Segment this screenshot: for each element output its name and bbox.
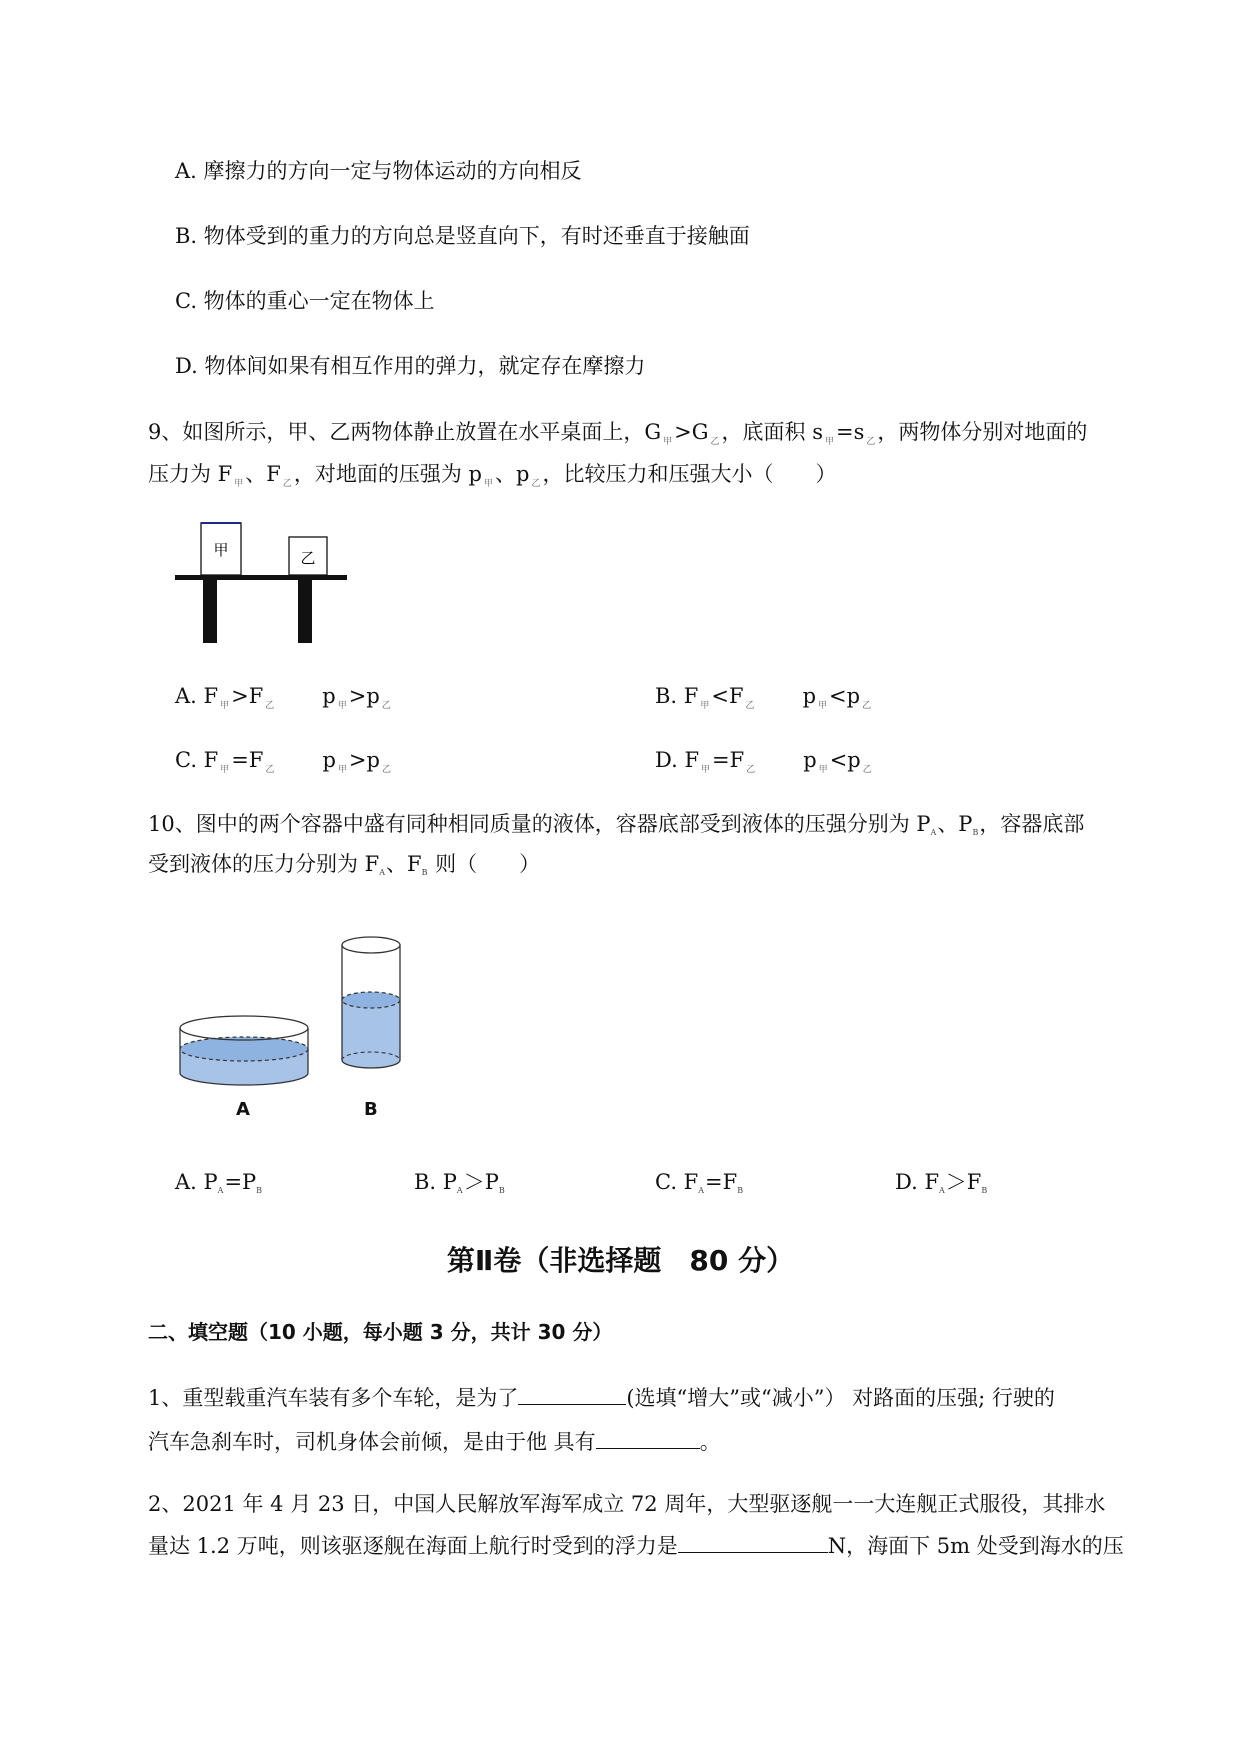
q9-sub: 甲 [337, 701, 347, 711]
q9-gt: >G [674, 420, 709, 444]
q9-table-figure [173, 522, 353, 647]
opt-text: ＞P [463, 1170, 499, 1194]
q8-option-a: A. 摩擦力的方向一定与物体运动的方向相反 [175, 159, 582, 183]
q10-sub: A [698, 1186, 705, 1195]
q9-sub: 乙 [265, 765, 275, 775]
q10-text: 受到液体的压力分别为 F [148, 852, 380, 876]
f1-text: (选填“增大”或“减小”） 对路面的压强; 行驶的 [626, 1386, 1055, 1410]
container-b-liquid-top [342, 992, 400, 1008]
q9-g: G [644, 420, 662, 444]
opt-text: ＞F [945, 1170, 982, 1194]
q9-text: 、p [495, 462, 530, 486]
q9-sub: 乙 [265, 701, 275, 711]
fill-q1-line2 [148, 1428, 721, 1456]
q9-sub: 甲 [818, 701, 828, 711]
q9-sub: 乙 [862, 765, 872, 775]
q10-text: ，容器底部 [979, 812, 1085, 836]
q9-sub: 甲 [337, 765, 347, 775]
q9-stem-line1 [148, 418, 1087, 451]
container-b-label: B [364, 1099, 378, 1120]
q10-sub: A [930, 828, 937, 837]
opt-text: p [802, 684, 817, 708]
opt-text: D. F [895, 1170, 940, 1194]
q9-text: ，两物体分别对地面的 [877, 420, 1088, 444]
q8-option-b: B. 物体受到的重力的方向总是竖直向下，有时还垂直于接触面 [175, 224, 750, 248]
opt-text: =F [231, 748, 264, 772]
container-b-rim [342, 937, 400, 953]
q9-sub: 乙 [745, 701, 755, 711]
f2-text: 2、2021 年 4 月 23 日，中国人民解放军海军成立 72 周年，大型驱逐舰一一大连舰正式服役，其排水 [148, 1492, 1106, 1516]
q8-option-c: C. 物体的重心一定在物体上 [175, 289, 435, 313]
q9-sub: 甲 [483, 479, 493, 489]
opt-text: >p [348, 748, 380, 772]
answer-blank[interactable] [678, 1534, 828, 1553]
opt-text: D. F [655, 748, 700, 772]
q9-sub: 乙 [381, 765, 391, 775]
q9-option-c [175, 746, 393, 779]
q10-sub: B [972, 828, 979, 837]
opt-text: A. F [175, 684, 219, 708]
opt-text: B. P [414, 1170, 457, 1194]
q10-stem-line2 [148, 850, 540, 883]
q9-sub: 乙 [710, 437, 720, 447]
q10-option-d [895, 1168, 988, 1201]
q10-sub: B [737, 1186, 744, 1195]
q10-sub: A [217, 1186, 224, 1195]
opt-text: >F [231, 684, 264, 708]
q9-area: ，底面积 s [721, 420, 823, 444]
q9-sub: 甲 [663, 437, 673, 447]
block-yi-label: 乙 [300, 549, 316, 567]
q9-text: ，对地面的压强为 p [293, 462, 482, 486]
q9-sub: 甲 [700, 701, 710, 711]
q9-option-b [655, 682, 873, 715]
opt-text: >p [348, 684, 380, 708]
q9-sub: 甲 [220, 701, 230, 711]
q9-sub: 乙 [531, 479, 541, 489]
q10-sub: A [939, 1186, 945, 1195]
opt-text: =F [712, 748, 745, 772]
opt-text: <p [829, 748, 861, 772]
q9-option-d [655, 746, 874, 779]
q10-container-figure [178, 935, 418, 1095]
q10-sub: A [456, 1186, 463, 1195]
opt-text: p [322, 684, 336, 708]
fill-q1-line1 [148, 1384, 1055, 1412]
container-a-label: A [236, 1099, 250, 1120]
opt-text: B. F [655, 684, 699, 708]
q10-text: 、F [386, 852, 422, 876]
q9-sub: 乙 [862, 701, 872, 711]
q10-option-a [175, 1168, 263, 1201]
f1-text: 。 [699, 1430, 721, 1454]
q9-text: 、F [245, 462, 281, 486]
q9-sub: 甲 [818, 765, 828, 775]
q9-text: 9、如图所示，甲、乙两物体静止放置在水平桌面上， [148, 420, 645, 444]
opt-text: p [322, 748, 336, 772]
opt-text: C. F [655, 1170, 699, 1194]
q10-text: 、P [937, 812, 973, 836]
opt-text: =F [705, 1170, 738, 1194]
table-leg-left [203, 580, 217, 643]
container-a-rim [180, 1016, 308, 1040]
opt-text: A. P [175, 1170, 218, 1194]
opt-text: <F [711, 684, 744, 708]
q10-stem-line1 [148, 810, 1084, 843]
q9-stem-line2 [148, 460, 836, 493]
q9-text: 压力为 F [148, 462, 233, 486]
q9-sub: 甲 [701, 765, 711, 775]
q9-sub: 乙 [866, 437, 876, 447]
table-leg-right [298, 580, 312, 643]
fill-q2-line2 [148, 1532, 1124, 1560]
q10-option-b [414, 1168, 506, 1201]
q10-text: 10、图中的两个容器中盛有同种相同质量的液体，容器底部受到液体的压强分别为 P [148, 812, 931, 836]
f1-text: 1、重型载重汽车装有多个车轮，是为了 [148, 1386, 519, 1410]
answer-blank[interactable] [596, 1430, 700, 1449]
answer-blank[interactable] [518, 1386, 626, 1405]
container-b-liquid [342, 1000, 400, 1068]
opt-text: =P [224, 1170, 257, 1194]
q10-sub: A [379, 868, 386, 877]
q8-option-d: D. 物体间如果有相互作用的弹力，就定存在摩擦力 [175, 354, 646, 378]
q10-sub: B [256, 1186, 263, 1195]
q10-sub: B [498, 1186, 505, 1195]
opt-text: p [803, 748, 817, 772]
q9-sub: 乙 [746, 765, 756, 775]
section2-heading: 二、填空题（10 小题，每小题 3 分，共计 30 分） [148, 1320, 613, 1344]
part2-title: 第Ⅱ卷（非选择题 80 分） [446, 1244, 795, 1277]
q10-sub: B [981, 1186, 988, 1195]
q9-sub: 乙 [381, 701, 391, 711]
q9-sub: 甲 [825, 437, 835, 447]
f2-text: N，海面下 5m 处受到海水的压 [827, 1534, 1124, 1558]
q10-option-c [655, 1168, 744, 1201]
q9-sub: 甲 [220, 765, 230, 775]
f2-text: 量达 1.2 万吨，则该驱逐舰在海面上航行时受到的浮力是 [148, 1534, 678, 1558]
q9-sub: 乙 [282, 479, 292, 489]
opt-text: <p [829, 684, 861, 708]
fill-q2-line1 [148, 1490, 1105, 1518]
q10-sub: B [421, 868, 428, 877]
q10-text: 则（ ） [428, 852, 541, 876]
q9-text: ，比较压力和压强大小（ ） [542, 462, 837, 486]
q9-sub: 甲 [234, 479, 244, 489]
q9-eq: =s [836, 420, 865, 444]
f1-text: 汽车急刹车时，司机身体会前倾，是由于他 具有 [148, 1430, 596, 1454]
block-jia-label: 甲 [213, 541, 229, 559]
table-top [175, 575, 347, 580]
opt-text: C. F [175, 748, 219, 772]
q9-option-a [175, 682, 393, 715]
